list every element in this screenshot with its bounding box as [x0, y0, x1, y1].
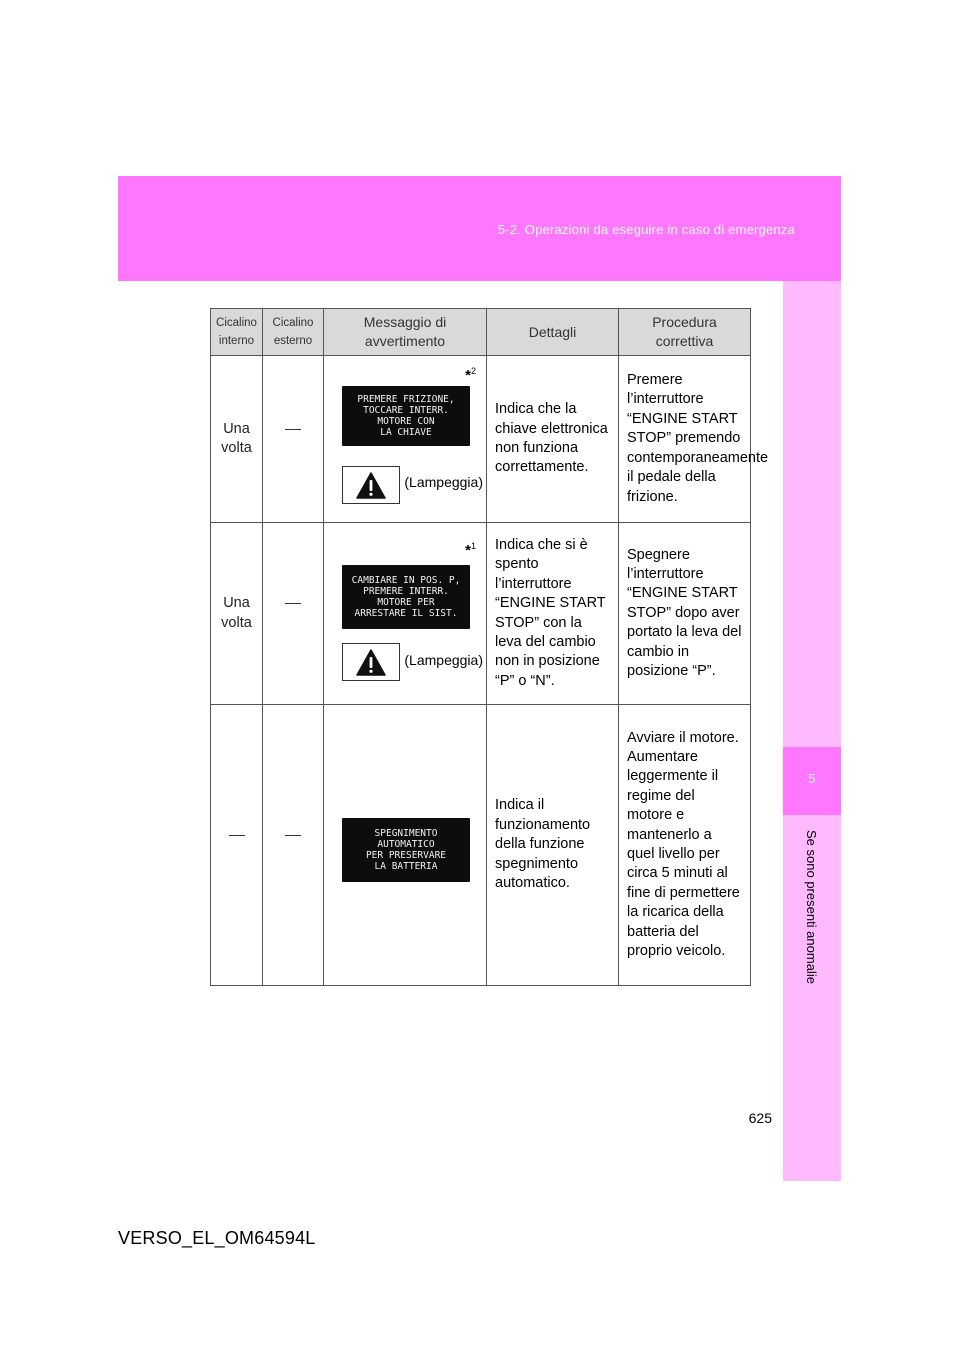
header-text: Cicalino: [272, 317, 314, 329]
dash-mark: [285, 603, 301, 623]
side-strip: [783, 281, 841, 1181]
footnote-marker: [465, 362, 476, 385]
display-screen: PREMERE FRIZIONE, TOCCARE INTERR. MOTORE CON LA CHIAVE: [342, 386, 470, 446]
display-screen: CAMBIARE IN POS. P, PREMERE INTERR. MOTORE PER ARRESTARE IL SIST.: [342, 565, 470, 629]
footnote-star: *: [465, 542, 471, 559]
table-row: [211, 523, 751, 705]
header-text: Cicalino: [216, 317, 257, 329]
display-screen: SPEGNIMENTO AUTOMATICO PER PRESERVARE LA BATTERIA: [342, 818, 470, 882]
warning-table: [210, 308, 769, 986]
dash-mark: [285, 835, 301, 855]
table-row: [211, 705, 751, 986]
blink-label: (Lampeggia): [404, 652, 483, 668]
header-message: Messaggio di avvertimento: [324, 309, 487, 356]
footnote-star: *: [465, 367, 471, 384]
footnote-number: 1: [470, 541, 476, 551]
cell-text: Una: [223, 595, 250, 612]
chapter-tab: [783, 747, 841, 815]
dash-mark: [285, 429, 301, 449]
procedure-cell: Avviare il motore. Aumentare leggermente il regime del motore e mantenerlo a quel livello per circa 5 minuti al fine di permettere la ricarica della batteria del proprio veicolo.: [619, 705, 751, 986]
internal-buzzer-cell: [211, 705, 263, 986]
procedure-cell: Spegnere l’interruttore “ENGINE START STOP” dopo aver portato la leva del cambio in posizione “P”.: [619, 523, 751, 705]
external-buzzer-cell: [263, 356, 324, 523]
chapter-label-wrapper: [803, 830, 823, 1000]
cell-text: volta: [221, 614, 252, 631]
external-buzzer-cell: [263, 705, 324, 986]
details-cell: Indica che si è spento l’interruttore “ENGINE START STOP” con la leva del cambio non in posizione “P” o “N”.: [487, 523, 619, 705]
warning-exclamation-icon: [342, 643, 400, 681]
details-cell: Indica che la chiave elettronica non funziona correttamente.: [487, 356, 619, 523]
header-procedure: Procedura correttiva: [619, 309, 751, 356]
cell-text: Una: [223, 420, 250, 437]
header-external-buzzer: [263, 309, 324, 356]
header-text: esterno: [273, 335, 313, 347]
internal-buzzer-cell: [211, 523, 263, 705]
details-cell: Indica il funzionamento della funzione spegnimento automatico.: [487, 705, 619, 986]
message-cell: [324, 523, 487, 705]
dash-mark: [229, 835, 245, 855]
internal-buzzer-cell: [211, 356, 263, 523]
external-buzzer-cell: [263, 523, 324, 705]
message-cell: [324, 705, 487, 986]
header-details: Dettagli: [487, 309, 619, 356]
cell-text: volta: [221, 440, 252, 456]
chapter-number: 5: [808, 771, 816, 786]
blink-label: (Lampeggia): [404, 474, 483, 490]
header-text: interno: [218, 335, 255, 347]
footnote-marker: [465, 537, 476, 560]
table-header-row: [211, 309, 751, 356]
warning-exclamation-icon-graphic: [356, 472, 386, 499]
chapter-label: Se sono presenti anomalie: [804, 830, 819, 984]
warning-exclamation-icon: [342, 466, 400, 504]
header-internal-buzzer: [211, 309, 263, 356]
header-band: [118, 176, 841, 281]
document-code: VERSO_EL_OM64594L: [118, 1228, 316, 1248]
procedure-cell: Premere l’interruttore “ENGINE START STOP” premendo contemporaneamente il pedale della frizione.: [619, 356, 751, 523]
page-number: 625: [748, 1110, 772, 1126]
footnote-number: 2: [470, 366, 476, 376]
message-cell: [324, 356, 487, 523]
warning-exclamation-icon-graphic: [356, 649, 386, 676]
section-title: 5-2. Operazioni da eseguire in caso di emergenza: [497, 222, 795, 237]
table-row: [211, 356, 751, 523]
